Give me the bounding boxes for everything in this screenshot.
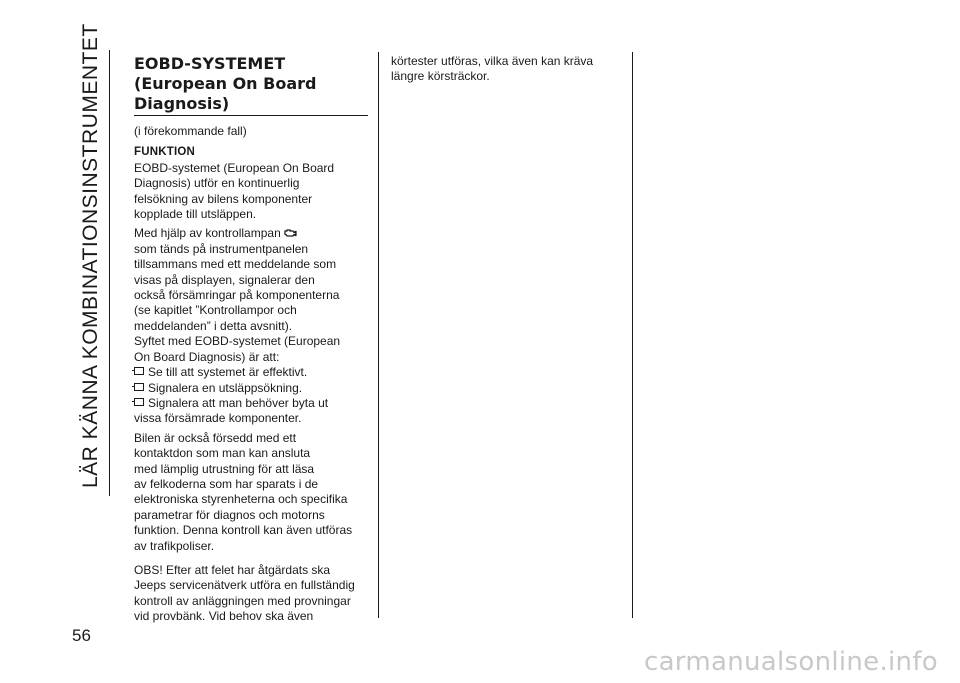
text-line: körtester utföras, vilka även kan kräva — [391, 54, 594, 68]
text-line: visas på displayen, signalerar den — [134, 272, 315, 287]
text-line: Jeeps servicenätverk utföra en fullständig — [134, 578, 355, 593]
box-bullet-icon — [134, 383, 144, 391]
text-line: av felkoderna som har sparats i de — [134, 476, 319, 491]
list-item-continuation: vissa försämrade komponenter. — [134, 411, 302, 426]
list-item — [134, 381, 368, 396]
text-line: vid provbänk. Vid behov ska även — [134, 609, 314, 624]
subheading: FUNKTION — [134, 146, 196, 159]
list-item — [134, 365, 368, 380]
column-divider-1 — [378, 52, 379, 618]
page-number: 56 — [72, 626, 91, 645]
text-line: Diagnosis) utför en kontinuerlig — [134, 176, 300, 191]
bullet-list — [134, 365, 368, 427]
paragraph-2 — [134, 226, 368, 334]
text-line: tillsammans med ett meddelande som — [134, 257, 337, 272]
text-line: som tänds på instrumentpanelen — [134, 241, 309, 256]
text-line: meddelanden” i detta avsnitt). — [134, 318, 293, 333]
engine-warning-icon — [283, 227, 297, 239]
text-line: parametrar för diagnos och motorns — [134, 507, 325, 522]
box-bullet-icon — [134, 398, 144, 406]
heading-line: (European On Board — [134, 74, 317, 93]
watermark: carmanualsonline.info — [643, 647, 938, 677]
list-item-text: Signalera att man behöver byta ut — [148, 395, 329, 410]
text-line: funktion. Denna kontroll kan även utföras — [134, 523, 353, 538]
list-item — [134, 396, 368, 411]
text-line: Syftet med EOBD-systemet (European — [134, 334, 341, 349]
text-column-1 — [134, 54, 368, 625]
text-line: kontroll av anläggningen med provningar — [134, 593, 351, 608]
list-item-text: Signalera en utsläppsökning. — [148, 380, 303, 395]
text-line: av trafikpoliser. — [134, 538, 215, 553]
section-heading — [134, 54, 368, 116]
side-rule — [109, 50, 110, 496]
text-line: också försämringar på komponenterna — [134, 288, 340, 303]
availability-note: (i förekommande fall) — [134, 124, 247, 138]
text-fragment: Med hjälp av kontrollampan — [134, 226, 281, 241]
text-line: On Board Diagnosis) är att: — [134, 349, 280, 364]
text-column-2 — [391, 54, 627, 85]
paragraph-4 — [134, 431, 368, 554]
heading-line: EOBD-SYSTEMET — [134, 54, 286, 73]
paragraph-5 — [134, 563, 368, 625]
heading-line: Diagnosis) — [134, 94, 230, 113]
text-line: EOBD-systemet (European On Board — [134, 160, 335, 175]
text-line: felsökning av bilens komponenter — [134, 191, 313, 206]
paragraph-3 — [134, 334, 368, 365]
text-line: OBS! Efter att felet har åtgärdats ska — [134, 562, 331, 577]
text-line: elektroniska styrenheterna och specifika — [134, 492, 348, 507]
text-line: Bilen är också försedd med ett — [134, 430, 297, 445]
box-bullet-icon — [134, 367, 144, 375]
side-section-title: LÄR KÄNNA KOMBINATIONSINSTRUMENTET — [79, 23, 102, 488]
text-line — [134, 226, 368, 241]
paragraph-1 — [134, 161, 368, 223]
list-item-text: Se till att systemet är effektivt. — [148, 365, 308, 380]
column-divider-2 — [632, 52, 633, 618]
text-line: kontaktdon som man kan ansluta — [134, 446, 311, 461]
text-line: längre körsträckor. — [391, 69, 490, 84]
text-line: (se kapitlet ”Kontrollampor och — [134, 303, 297, 318]
text-line: kopplade till utsläppen. — [134, 207, 257, 222]
text-line: med lämplig utrustning för att läsa — [134, 461, 315, 476]
